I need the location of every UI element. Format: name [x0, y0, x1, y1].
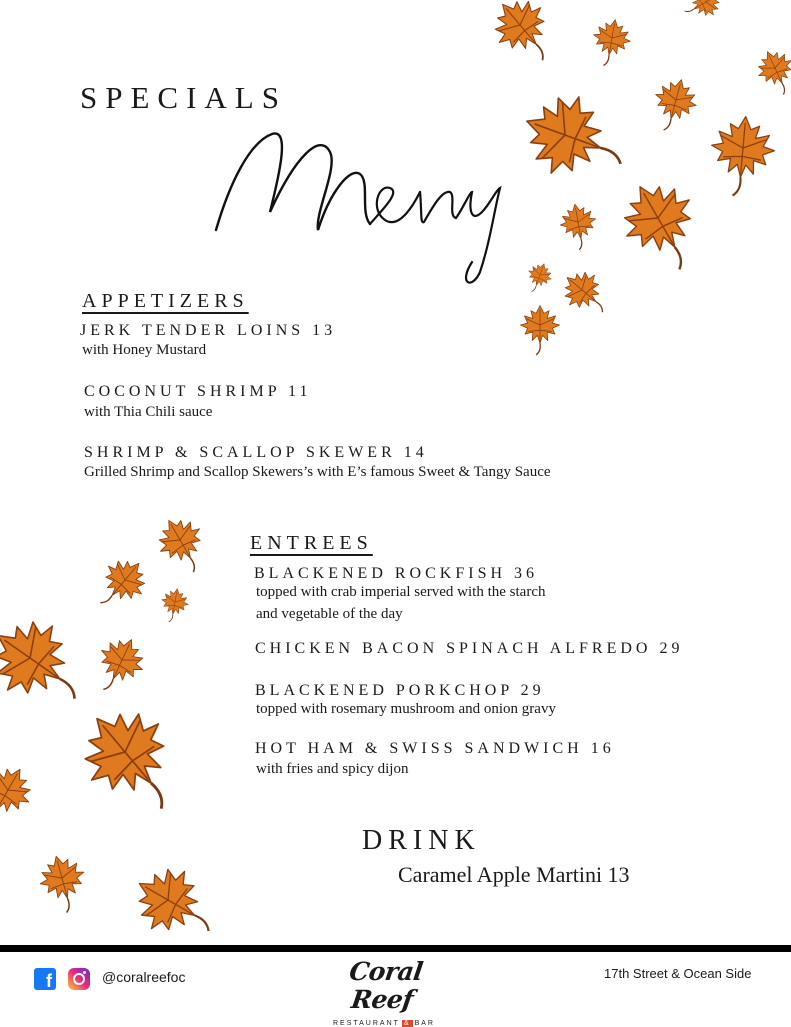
specials-heading: SPECIALS [80, 80, 287, 115]
logo-sub-amp: & [403, 1020, 411, 1027]
logo-name: Coral Reef [347, 957, 425, 1014]
menu-item-name: HOT HAM & SWISS SANDWICH 16 [255, 740, 615, 757]
menu-item-description: topped with rosemary mushroom and onion gravy [256, 701, 556, 717]
menu-item-name: SHRIMP & SCALLOP SKEWER 14 [84, 444, 428, 461]
facebook-icon[interactable]: f [34, 968, 56, 990]
footer [0, 952, 791, 1027]
coral-reef-logo [322, 957, 446, 1027]
menu-item-name: CHICKEN BACON SPINACH ALFREDO 29 [255, 640, 684, 657]
footer-divider [0, 945, 791, 952]
menu-item-name: BLACKENED PORKCHOP 29 [255, 682, 545, 699]
logo-sub-left: RESTAURANT [332, 1020, 400, 1027]
entrees-heading: ENTREES [250, 532, 373, 554]
drink-item: Caramel Apple Martini 13 [398, 862, 630, 887]
menu-item-description: and vegetable of the day [256, 606, 403, 622]
menu-item-name: JERK TENDER LOINS 13 [80, 322, 337, 339]
social-handle[interactable]: @coralreefoc [102, 969, 186, 985]
appetizers-heading: APPETIZERS [82, 290, 249, 312]
menu-item-description: with fries and spicy dijon [256, 761, 409, 777]
logo-sub-right: BAR [414, 1020, 435, 1027]
menu-item-name: COCONUT SHRIMP 11 [84, 383, 312, 400]
menu-item-description: Grilled Shrimp and Scallop Skewers’s with E’s famous Sweet & Tangy Sauce [84, 464, 551, 480]
menu-item-description: with Honey Mustard [82, 342, 207, 358]
menu-item-description: with Thia Chili sauce [84, 404, 213, 420]
menu-item-description: topped with crab imperial served with the starch [256, 584, 546, 600]
instagram-icon[interactable] [68, 968, 90, 990]
address: 17th Street & Ocean Side [604, 966, 752, 981]
menu-script-title [210, 112, 530, 292]
drink-heading: DRINK [362, 825, 481, 856]
menu-item-name: BLACKENED ROCKFISH 36 [254, 565, 539, 582]
